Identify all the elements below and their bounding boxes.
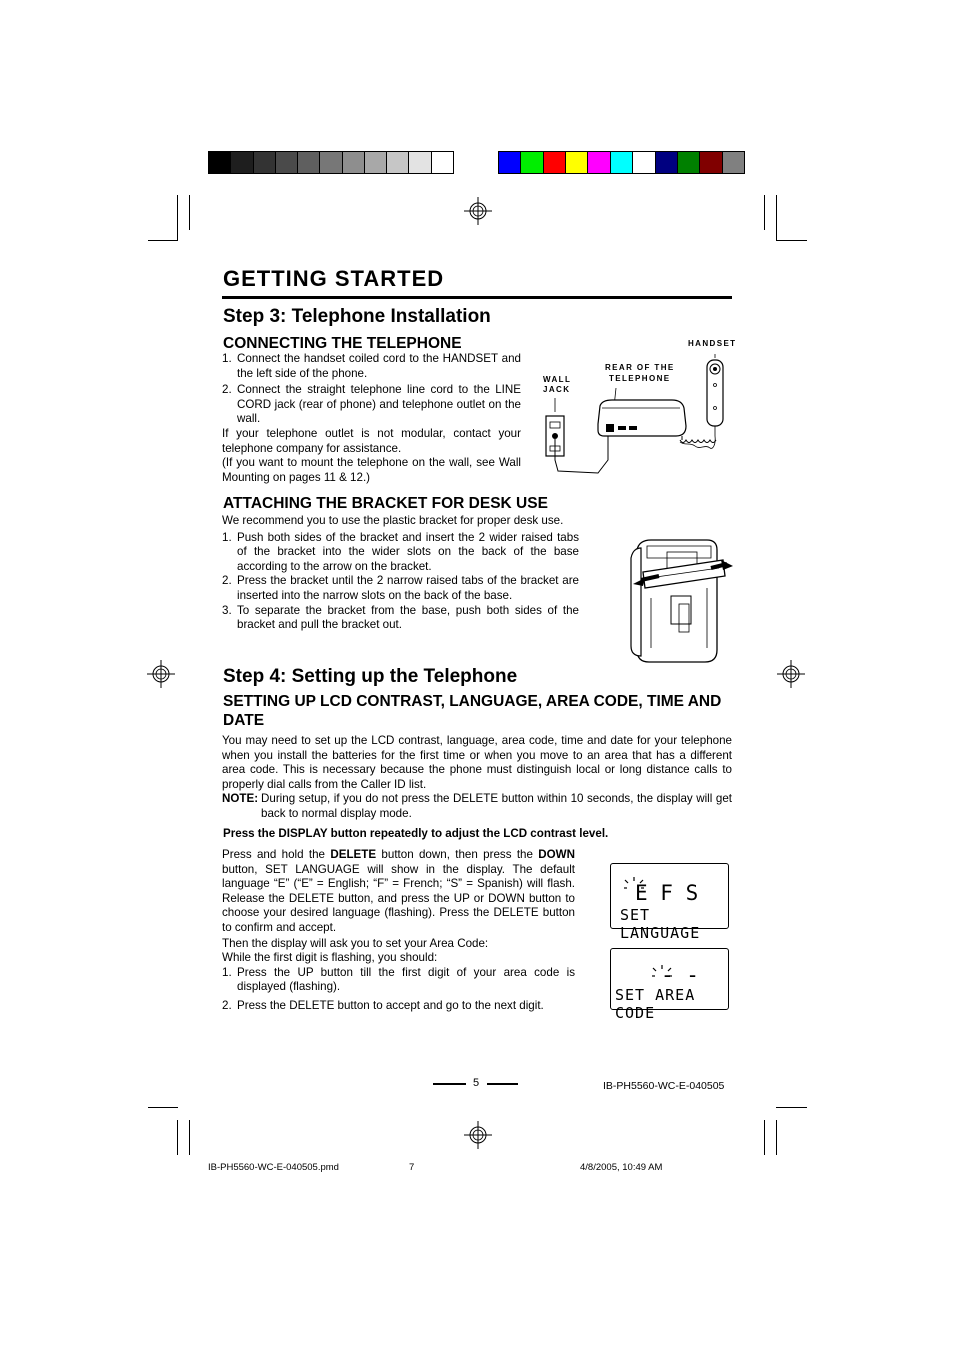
color-swatch [544,152,566,173]
color-swatch [298,152,320,173]
color-swatch [387,152,409,173]
color-swatch [409,152,431,173]
color-swatch [678,152,700,173]
color-swatch [566,152,588,173]
paragraph: Press and hold the DELETE button down, then press the DOWN button, SET LANGUAGE will show in the display. The default language “E” (“E” = English; “F” = French; “S” = Spanish) will flash. Release the DELETE button, and press the UP or DOWN button to choose your desired language (flashing). Press the DELETE button to confirm and accept. [222,848,575,934]
title-rule [222,296,732,299]
crop-mark [148,1107,178,1108]
crop-mark [764,195,765,230]
color-swatch [365,152,387,173]
bracket-heading: ATTACHING THE BRACKET FOR DESK USE [223,495,548,512]
step4-subheading: SETTING UP LCD CONTRAST, LANGUAGE, AREA CODE, TIME AND DATE [223,693,722,729]
page-number: 5 [473,1077,480,1089]
step3-heading: Step 3: Telephone Installation [223,306,491,327]
lcd-set-language-display [610,863,729,942]
color-swatch [723,152,744,173]
lcd-language-options: E F S [635,881,699,905]
rear-label-line1: REAR OF THE [605,363,675,372]
language-instructions [222,848,575,1014]
color-swatch [276,152,298,173]
list-item: 1. Connect the handset coiled cord to the HANDSET and the left side of the phone. [222,352,521,380]
page-number-rule-left [433,1083,466,1085]
color-swatch [611,152,633,173]
crop-mark [776,195,777,241]
color-swatch [231,152,253,173]
paragraph: While the first digit is flashing, you should: [222,951,438,965]
color-swatch [499,152,521,173]
lcd-set-area-code-text: SET AREA CODE [615,986,696,1022]
list-item: 1. Push both sides of the bracket and insert the 2 wider raised tabs of the bracket into the wider slots on the back of the base according to the arrow on the bracket. [222,530,579,573]
list-item: 3. To separate the bracket from the base, push both sides of the bracket and pull the bracket out. [222,603,579,632]
telephone-installation-illustration [540,350,740,480]
paragraph: You may need to set up the LCD contrast, language, area code, time and date for your telephone when you install the batteries for the first time or when you move to an area that has a different area code. This is necessary because the phone must distinguish local or long distance calls to properly dial calls from the Caller ID list. [222,734,732,791]
color-swatch [700,152,722,173]
paragraph: (If you want to mount the telephone on the wall, see Wall Mounting on pages 11 & 12.) [222,456,521,484]
document-code: IB-PH5560-WC-E-040505 [603,1080,725,1092]
registration-mark-icon [777,660,805,688]
color-swatch [343,152,365,173]
list-item: 1. Press the UP button till the first digit of your area code is displayed (flashing). [222,965,575,994]
color-swatch [588,152,610,173]
list-item: 2. Press the bracket until the 2 narrow raised tabs of the bracket are inserted into the narrow slots on the back of the base. [222,574,579,602]
crop-mark [776,1107,807,1108]
bracket-text [222,514,579,633]
color-swatch [254,152,276,173]
grayscale-calibration-bar [208,151,454,174]
color-swatch [656,152,678,173]
note-label: NOTE: [222,792,259,806]
registration-mark-icon [147,660,175,688]
lcd-set-language-text: SET LANGUAGE [620,906,701,942]
crop-mark [177,1120,178,1155]
step4-intro [222,734,732,822]
step4-heading: Step 4: Setting up the Telephone [223,666,518,687]
list-item: 2. Connect the straight telephone line cord to the LINE CORD jack (rear of phone) and telephone outlet on the wall. [222,383,521,426]
note-text: During setup, if you do not press the DELETE button within 10 seconds, the display will get back to normal display mode. [261,792,732,820]
page-title: GETTING STARTED [223,266,445,291]
paragraph: We recommend you to use the plastic bracket for proper desk use. [222,514,564,527]
crop-mark [148,240,178,241]
bracket-illustration [627,538,735,666]
crop-mark [776,1120,777,1155]
crop-mark [177,195,178,241]
crop-mark [764,1120,765,1155]
color-calibration-bar [498,151,745,174]
color-swatch [320,152,342,173]
page-number-rule-right [487,1083,518,1085]
registration-mark-icon [464,197,492,225]
paragraph: Then the display will ask you to set your Area Code: [222,936,489,950]
rear-label-line2: TELEPHONE [609,374,671,383]
list-item: 2. Press the DELETE button to accept and go to the next digit. [222,998,544,1012]
paragraph: If your telephone outlet is not modular, contact your telephone company for assistance. [222,426,521,455]
note [222,792,732,821]
print-date: 4/8/2005, 10:49 AM [580,1162,663,1173]
crop-mark [189,1120,190,1155]
color-swatch [633,152,655,173]
color-swatch [521,152,543,173]
crop-mark [776,240,807,241]
registration-mark-icon [464,1121,492,1149]
wall-jack-label-line1: WALL [543,375,572,384]
file-name: IB-PH5560-WC-E-040505.pmd [208,1162,339,1173]
connecting-heading: CONNECTING THE TELEPHONE [223,335,462,352]
crop-mark [189,195,190,230]
lcd-set-area-code-display [610,948,729,1022]
handset-label: HANDSET [688,339,737,348]
bold-instruction: Press the DISPLAY button repeatedly to adjust the LCD contrast level. [223,827,609,840]
connecting-text [222,352,521,485]
wall-jack-label-line2: JACK [543,385,571,394]
sheet-number: 7 [409,1162,415,1173]
color-swatch [432,152,453,173]
lcd-area-code-digits: - - [661,963,699,987]
color-swatch [209,152,231,173]
